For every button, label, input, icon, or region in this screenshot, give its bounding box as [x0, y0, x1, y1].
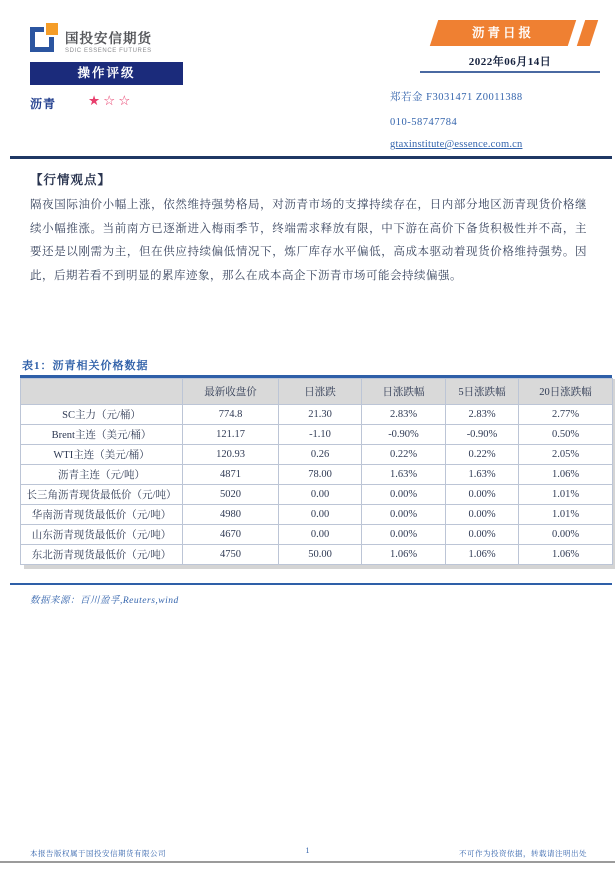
table-cell: 5020: [183, 485, 279, 505]
date-underline: [420, 71, 600, 73]
table-cell: 0.00%: [446, 485, 519, 505]
viewpoint-body: 隔夜国际油价小幅上涨，依然维持强势格局，对沥青市场的支撑持续存在，日内部分地区沥青现货价格继续小幅推涨。当前南方已逐渐进入梅雨季节，终端需求释放有限，中下游在高价下备货积极性并不高，主要还是以刚需为主，但在供应持续偏低情况下，炼厂库存水平偏低，高成本驱动着现货价格维持强势。因此，后期若看不到明显的累库迹象，那么在成本高企下沥青市场可能会持续偏强。: [30, 199, 587, 282]
banner-accent-shape: [577, 20, 598, 46]
table-cell: 2.83%: [362, 405, 446, 425]
table-cell: 0.00%: [446, 505, 519, 525]
banner-title: 沥青日报: [471, 26, 534, 40]
table-bottom-separator: [10, 583, 612, 585]
table-row: [21, 405, 613, 425]
rating-stars: ★☆☆: [88, 93, 134, 109]
table-cell: 1.06%: [519, 465, 613, 485]
logo-text: [65, 23, 152, 54]
data-source-note: 数据来源：百川盈孚,Reuters,wind: [30, 596, 179, 606]
table-row: [21, 525, 613, 545]
table-cell: 0.00%: [362, 485, 446, 505]
table-cell: 1.06%: [362, 545, 446, 565]
table-cell: 0.22%: [446, 445, 519, 465]
table-cell: 4871: [183, 465, 279, 485]
table-cell: 0.00%: [362, 525, 446, 545]
table-row: [21, 465, 613, 485]
table-row-label: 长三角沥青现货最低价（元/吨）: [21, 485, 183, 505]
table-row-label: 沥青主连（元/吨）: [21, 465, 183, 485]
table-cell: 4980: [183, 505, 279, 525]
table-cell: 2.77%: [519, 405, 613, 425]
table-row-label: Brent主连（美元/桶）: [21, 425, 183, 445]
table-row: [21, 505, 613, 525]
table-cell: 1.01%: [519, 485, 613, 505]
page-number: 1: [305, 846, 310, 855]
rating-product-label: 沥青: [30, 97, 57, 111]
table-cell: 121.17: [183, 425, 279, 445]
table-cell: 774.8: [183, 405, 279, 425]
table-cell: 21.30: [279, 405, 362, 425]
table-cell: 1.01%: [519, 505, 613, 525]
table-cell: 78.00: [279, 465, 362, 485]
table-row-label: 华南沥青现货最低价（元/吨）: [21, 505, 183, 525]
table-cell: 1.63%: [362, 465, 446, 485]
table-cell: 0.50%: [519, 425, 613, 445]
table-cell: 0.00: [279, 525, 362, 545]
table-cell: 0.00%: [362, 505, 446, 525]
table-cell: 1.06%: [519, 545, 613, 565]
analyst-credentials: 郑若金 F3031471 Z0011388: [390, 92, 523, 103]
contact-email-link[interactable]: gtaxinstitute@essence.com.cn: [390, 139, 523, 150]
table-cell: 2.05%: [519, 445, 613, 465]
table-cell: 0.00: [279, 485, 362, 505]
table-cell: 120.93: [183, 445, 279, 465]
price-table-wrapper: [20, 375, 612, 565]
footer-bottom-line: [0, 861, 615, 863]
table-row-label: 山东沥青现货最低价（元/吨）: [21, 525, 183, 545]
table-title: 表1：沥青相关价格数据: [22, 360, 149, 372]
table-header-cell: 日涨跌幅: [362, 379, 446, 405]
table-header-cell: 日涨跌: [279, 379, 362, 405]
table-row-label: SC主力（元/桶）: [21, 405, 183, 425]
footer-disclaimer: 不可作为投资依据，转载请注明出处: [459, 849, 587, 858]
company-logo: [30, 23, 152, 54]
table-header-cell: 20日涨跌幅: [519, 379, 613, 405]
table-cell: 0.26: [279, 445, 362, 465]
operation-rating-box: 操作评级: [30, 62, 183, 85]
table-cell: 0.00: [279, 505, 362, 525]
table-row: [21, 485, 613, 505]
table-row-label: WTI主连（美元/桶）: [21, 445, 183, 465]
table-row: [21, 445, 613, 465]
table-row-label: 东北沥青现货最低价（元/吨）: [21, 545, 183, 565]
logo-orange-square: [44, 23, 58, 37]
company-name-en: SDIC ESSENCE FUTURES: [65, 48, 152, 54]
table-cell: 1.06%: [446, 545, 519, 565]
table-header-cell: [21, 379, 183, 405]
table-header-row: [21, 379, 613, 405]
report-date: 2022年06月14日: [468, 56, 552, 68]
header-separator-line: [10, 156, 612, 159]
table-cell: -1.10: [279, 425, 362, 445]
table-cell: 4750: [183, 545, 279, 565]
table-cell: 1.63%: [446, 465, 519, 485]
table-cell: 0.00%: [446, 525, 519, 545]
table-cell: 4670: [183, 525, 279, 545]
table-cell: 50.00: [279, 545, 362, 565]
table-row: [21, 545, 613, 565]
price-table: [20, 378, 613, 565]
report-banner: [429, 20, 601, 46]
table-cell: 2.83%: [446, 405, 519, 425]
table-header-cell: 最新收盘价: [183, 379, 279, 405]
footer-copyright: 本报告版权属于国投安信期货有限公司: [30, 849, 166, 858]
contact-phone: 010-58747784: [390, 117, 458, 128]
table-cell: 0.00%: [519, 525, 613, 545]
table-cell: -0.90%: [446, 425, 519, 445]
table-cell: -0.90%: [362, 425, 446, 445]
table-row: [21, 425, 613, 445]
logo-square-icon: [30, 23, 58, 52]
table-header-cell: 5日涨跌幅: [446, 379, 519, 405]
table-cell: 0.22%: [362, 445, 446, 465]
company-name-cn: 国投安信期货: [65, 31, 152, 46]
viewpoint-heading: 【行情观点】: [30, 173, 112, 187]
